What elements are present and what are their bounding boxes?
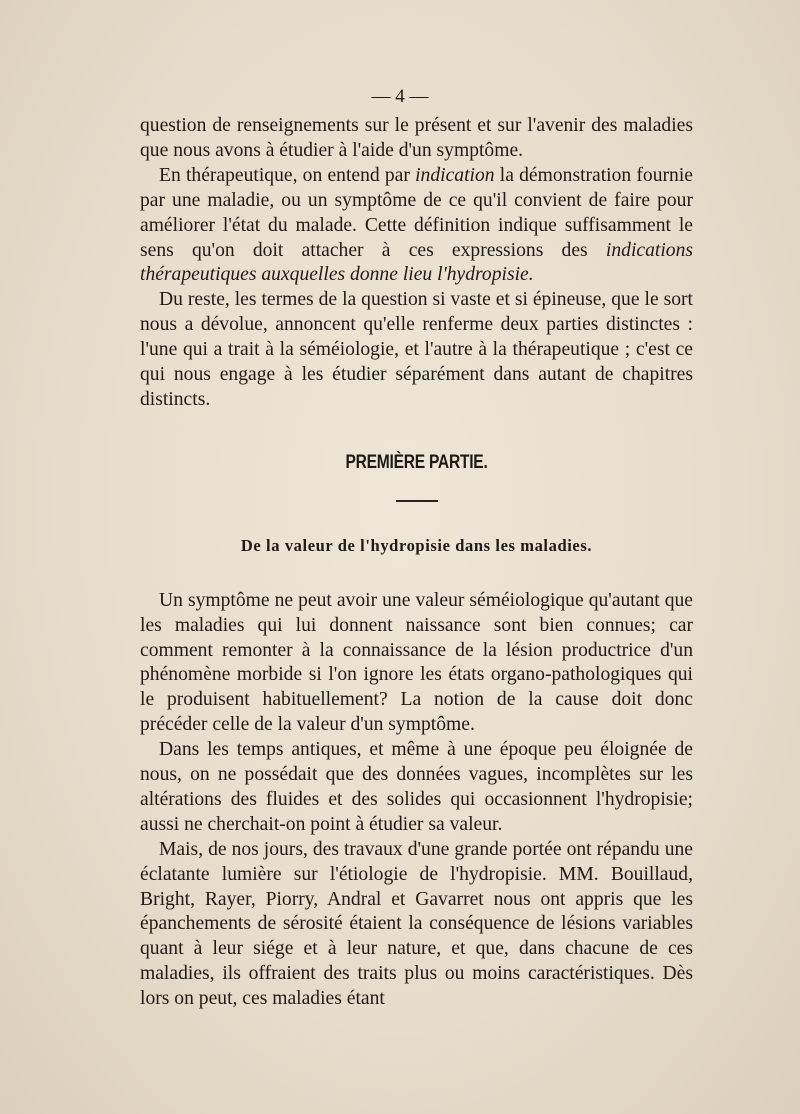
paragraph-2-italic-end: indications thérapeutiques auxquelles donne lieu l'hydropisie.: [140, 239, 693, 286]
paragraph-1: question de renseignements sur le présent et sur l'avenir des maladies que nous avons à étudier à l'aide d'un symptôme.: [140, 115, 693, 161]
page-number: — 4 —: [371, 86, 429, 107]
term-indication: indication: [415, 164, 495, 186]
paragraph-3: Du reste, les termes de la question si vaste et si épineuse, que le sort nous a dévolue, annoncent qu'elle renferme deux parties distinctes : l'une qui a trait à la séméiologie, et l'autre à la thérapeutique ; c'est ce qui nous engage à les étudier séparément dans autant de chapitres distincts.: [140, 289, 693, 410]
paragraph-2: [140, 164, 693, 289]
chapter-subtitle: De la valeur de l'hydropisie dans les maladies.: [240, 535, 593, 555]
divider-rule: [396, 500, 438, 502]
section-title: PREMIÈRE PARTIE.: [345, 451, 488, 473]
paragraph-6: Mais, de nos jours, des travaux d'une grande portée ont répandu une éclatante lumière sur l'étiologie de l'hydropisie. MM. Bouillaud, Bright, Rayer, Piorry, Andral et Gavarret nous ont appris que les épanchements de sérosité étaient la conséquence de lésions variables quant à leur siége et à leur nature, et que, dans chacune de ces maladies, ils offraient des traits plus ou moins caractéristiques. Dès lors on peut, ces maladies étant: [140, 838, 693, 1010]
page-body: [140, 114, 693, 1012]
spacer: [140, 559, 693, 589]
paragraph-5: Dans les temps antiques, et même à une époque peu éloignée de nous, on ne possédait que des données vagues, incomplètes sur les altérations des fluides et des solides qui occasionnent l'hydropisie; aussi ne cherchait-on point à étudier sa valeur.: [140, 739, 693, 835]
paragraph-4: Un symptôme ne peut avoir une valeur séméiologique qu'autant que les maladies qui lui donnent naissance sont bien connues; car comment remonter à la connaissance de la lésion productrice d'un phénomène morbide si l'on ignore les états organo-pathologiques qui le produisent habituellement? La notion de la cause doit donc précéder celle de la valeur d'un symptôme.: [140, 589, 693, 736]
paragraph-2-start: En thérapeutique, on entend par: [159, 164, 410, 186]
paragraph-2-middle: la démonstration fournie par une maladie, ou un symptôme de ce qu'il convient de faire pour améliorer l'état du malade. Cette définition indique suffisamment le sens qu'on doit attacher à ces expressions des: [140, 164, 693, 261]
